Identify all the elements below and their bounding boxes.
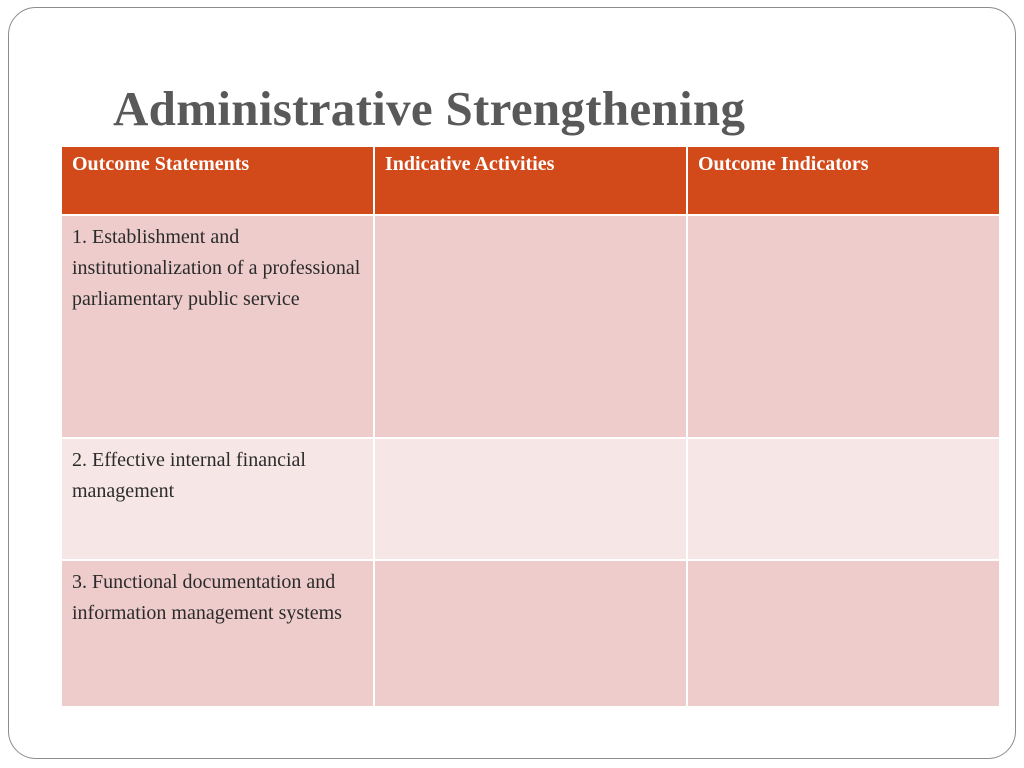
- outcome-indicators-cell: [687, 438, 1000, 560]
- table-row: [61, 438, 1000, 560]
- table-header-row: [61, 146, 1000, 215]
- indicative-activities-cell: [374, 560, 687, 707]
- outcome-statement-cell: 1. Establishment and institutionalization of a professional parliamentary public service: [61, 215, 374, 438]
- table-row: [61, 560, 1000, 707]
- outcome-statement-cell: 2. Effective internal financial management: [61, 438, 374, 560]
- slide-title: Administrative Strengthening: [113, 81, 746, 136]
- outcome-statement-cell: 3. Functional documentation and information management systems: [61, 560, 374, 707]
- indicative-activities-cell: [374, 215, 687, 438]
- indicative-activities-cell: [374, 438, 687, 560]
- header-outcome-indicators: Outcome Indicators: [687, 146, 1000, 215]
- outcomes-table: [60, 145, 1001, 708]
- outcome-indicators-cell: [687, 215, 1000, 438]
- table-row: [61, 215, 1000, 438]
- outcome-indicators-cell: [687, 560, 1000, 707]
- header-indicative-activities: Indicative Activities: [374, 146, 687, 215]
- header-outcome-statements: Outcome Statements: [61, 146, 374, 215]
